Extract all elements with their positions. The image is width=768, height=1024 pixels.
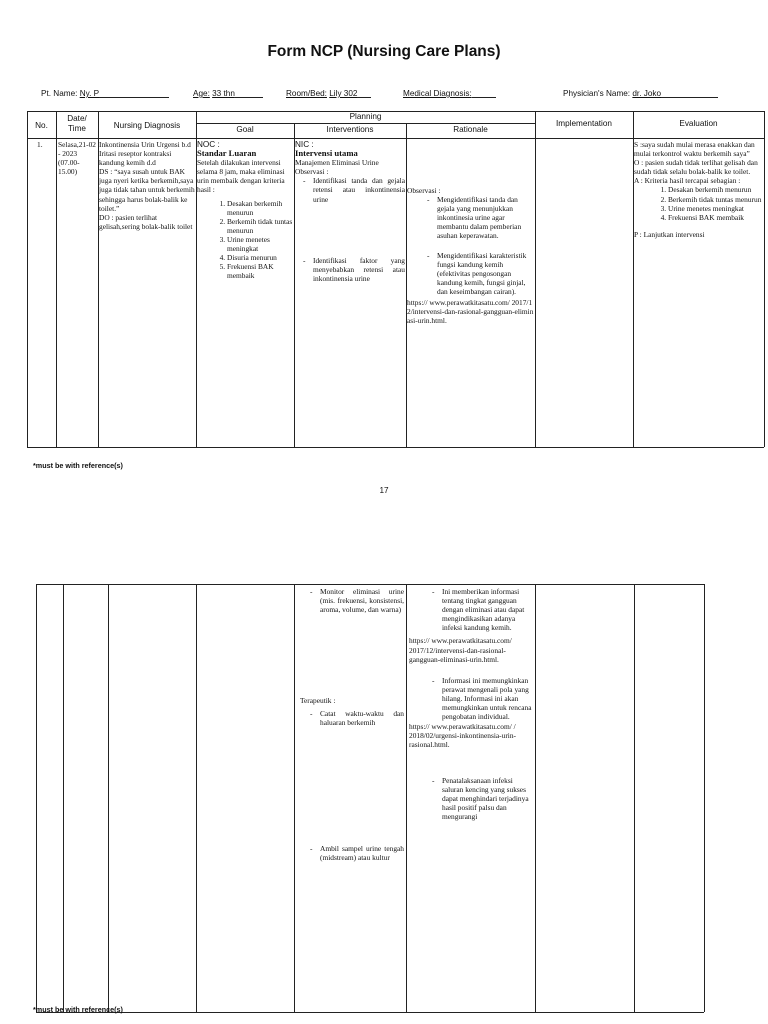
goal-criteria-item: 2. Berkemih tidak tuntas menurun: [227, 217, 293, 235]
page-number: 17: [379, 486, 389, 495]
col-header-goal: Goal: [236, 125, 254, 134]
goal-text: Setelah dilakukan intervensi selama 8 jam, maka eliminasi urin membaik dengan kriteria hasil :: [197, 158, 285, 195]
diagnosis-statement: Inkontinensia Urin Urgensi b.d Iritasi reseptor kontraksi kandung kemih d.d: [99, 140, 191, 168]
intervention-observasi-label: Observasi :: [295, 167, 329, 177]
rationale-reference: https:// www.perawatkitasatu.com/ 2017/12/intervensi-dan-rasional-gangguan-eliminasi-urin.html.: [409, 636, 512, 664]
intervention-list: [300, 709, 404, 727]
room-bed-field: Room/Bed: Lily 302: [286, 88, 371, 98]
rationale-item: - Mengidentifikasi karakteristik fungsi kandung kemih (efektivitas pengosongan kandung kemih, fungsi ginjal, dan keseimbangan cairan).: [437, 251, 534, 296]
goal-criteria-list: [197, 199, 293, 281]
intervention-list: [300, 844, 404, 862]
medical-diagnosis-field: Medical Diagnosis:: [403, 88, 496, 98]
diagnosis-objective-data: DO : pasien terlihat gelisah,sering bolak-balik toilet: [99, 212, 193, 231]
rationale-observasi-label: Observasi :: [407, 186, 441, 195]
col-header-planning: Planning: [349, 112, 382, 121]
continued-rationale-cell: [409, 587, 534, 821]
page-title: Form NCP (Nursing Care Plans): [267, 43, 501, 60]
col-header-evaluation: Evaluation: [679, 119, 718, 128]
row-date-time: Selasa,21-02 - 2023 (07.00-15.00): [58, 140, 96, 177]
evaluation-subjective: S :saya sudah mulai merasa enakkan dan mulai terkontrol waktu berkemih saya”: [634, 140, 755, 159]
evaluation-objective: O : pasien sudah tidak terlihat gelisah dan sudah tidak selalu bolak-balik ke toilet.: [634, 158, 758, 177]
physician-field: Physician's Name: dr. Joko: [563, 88, 718, 98]
evaluation-criteria-item: 2. Berkemih tidak tuntas menurun: [668, 195, 763, 204]
rationale-list: [409, 776, 534, 821]
age-field: Age: 33 thn: [193, 88, 263, 98]
rationale-item: - Ini memberikan informasi tentang tingkat gangguan dengan eliminasi atau dapat mengindikasikan adanya infeksi kandung kemih.: [442, 587, 534, 632]
evaluation-assessment: A : Kriteria hasil tercapai sebagian :: [634, 176, 741, 186]
col-header-implementation: Implementation: [556, 119, 612, 128]
goal-criteria-item: 3. Urine menetes meningkat: [227, 235, 293, 253]
terapeutik-label: Terapeutik :: [300, 696, 336, 706]
col-header-rationale: Rationale: [453, 125, 488, 134]
diagnosis-subjective-data: DS : “saya susah untuk BAK juga nyeri ketika berkemih,saya juga tidak tahan untuk berkemih sehingga harus bolak-balik ke toilet.”: [99, 167, 195, 213]
patient-name-field: Pt. Name: Ny. P: [41, 88, 169, 98]
col-header-date: Date/ Time: [67, 114, 87, 133]
intervention-item: - Ambil sampel urine tengah (midstream) atau kultur: [320, 844, 404, 862]
goal-criteria-item: 5. Frekuensi BAK membaik: [227, 262, 293, 280]
interventions-cell: [295, 140, 405, 283]
rationale-reference: https:// www.perawatkitasatu.com/ 2017/12/intervensi-dan-rasional-gangguan-eliminasi-urin.html.: [407, 298, 534, 326]
continued-interventions-cell: [300, 587, 404, 862]
evaluation-cell: [634, 140, 763, 239]
rationale-list: [407, 195, 534, 240]
col-header-no: No.: [35, 121, 48, 130]
intervention-item: - Monitor eliminasi urine (mis. frekuensi, konsistensi, aroma, volume, dan warna): [320, 587, 404, 614]
rationale-list: [409, 587, 534, 632]
nic-label: NIC :: [295, 140, 314, 149]
rationale-item: - Mengidentifikasi tanda dan gejala yang menunjukkan inkontinesia urine agar membantu dalam pemberian asuhan keperawatan.: [437, 195, 534, 240]
evaluation-plan: P : Lanjutkan intervensi: [634, 229, 705, 239]
evaluation-criteria-item: 4. Frekuensi BAK membaik: [668, 213, 763, 222]
intervention-list: [300, 587, 404, 614]
goal-criteria-item: 1. Desakan berkemih menurun: [227, 199, 293, 217]
row-number: 1.: [37, 140, 43, 149]
footnote: *must be with reference(s): [33, 461, 123, 470]
goal-title: Standar Luaran: [197, 148, 257, 159]
col-header-interventions: Interventions: [326, 125, 374, 134]
goal-cell: [197, 140, 293, 280]
intervention-list: [295, 176, 405, 203]
intervention-subtitle: Manajemen Eliminasi Urine: [295, 158, 379, 168]
rationale-list: [409, 676, 534, 721]
intervention-item: - Catat waktu-waktu dan haluaran berkemih: [320, 709, 404, 727]
noc-label: NOC :: [197, 140, 220, 149]
intervention-item: - Identifikasi faktor yang menyebabkan retensi atau inkontinensia urine: [313, 256, 405, 283]
rationale-reference: https:// www.perawatkitasatu.com/ / 2018/02/urgensi-inkontinensia-urin-rasional.html.: [409, 722, 517, 750]
footnote: *must be with reference(s): [33, 1005, 123, 1014]
evaluation-criteria-item: 3. Urine menetes meningkat: [668, 204, 763, 213]
evaluation-criteria-item: 1. Desakan berkemih menurun: [668, 185, 763, 194]
rationale-list: [407, 251, 534, 296]
intervention-list: [295, 256, 405, 283]
rationale-item: - Penatalaksanaan infeksi saluran kencing yang sukses dapat menghindari terjadinya hasil positif palsu dan mengurangi: [442, 776, 534, 821]
rationale-item: - Informasi ini memungkinkan perawat mengenali pola yang hilang. Informasi ini akan memungkinkan untuk rencana pengobatan individual.: [442, 676, 534, 721]
goal-criteria-item: 4. Disuria menurun: [227, 253, 293, 262]
nursing-diagnosis-cell: [99, 140, 195, 231]
rationale-cell: [407, 186, 534, 325]
col-header-nursing-diagnosis: Nursing Diagnosis: [113, 121, 181, 130]
intervention-title: Intervensi utama: [295, 148, 358, 159]
evaluation-criteria-list: [634, 185, 763, 221]
intervention-item: - Identifikasi tanda dan gejala retensi atau inkontinensia urine: [313, 176, 405, 203]
